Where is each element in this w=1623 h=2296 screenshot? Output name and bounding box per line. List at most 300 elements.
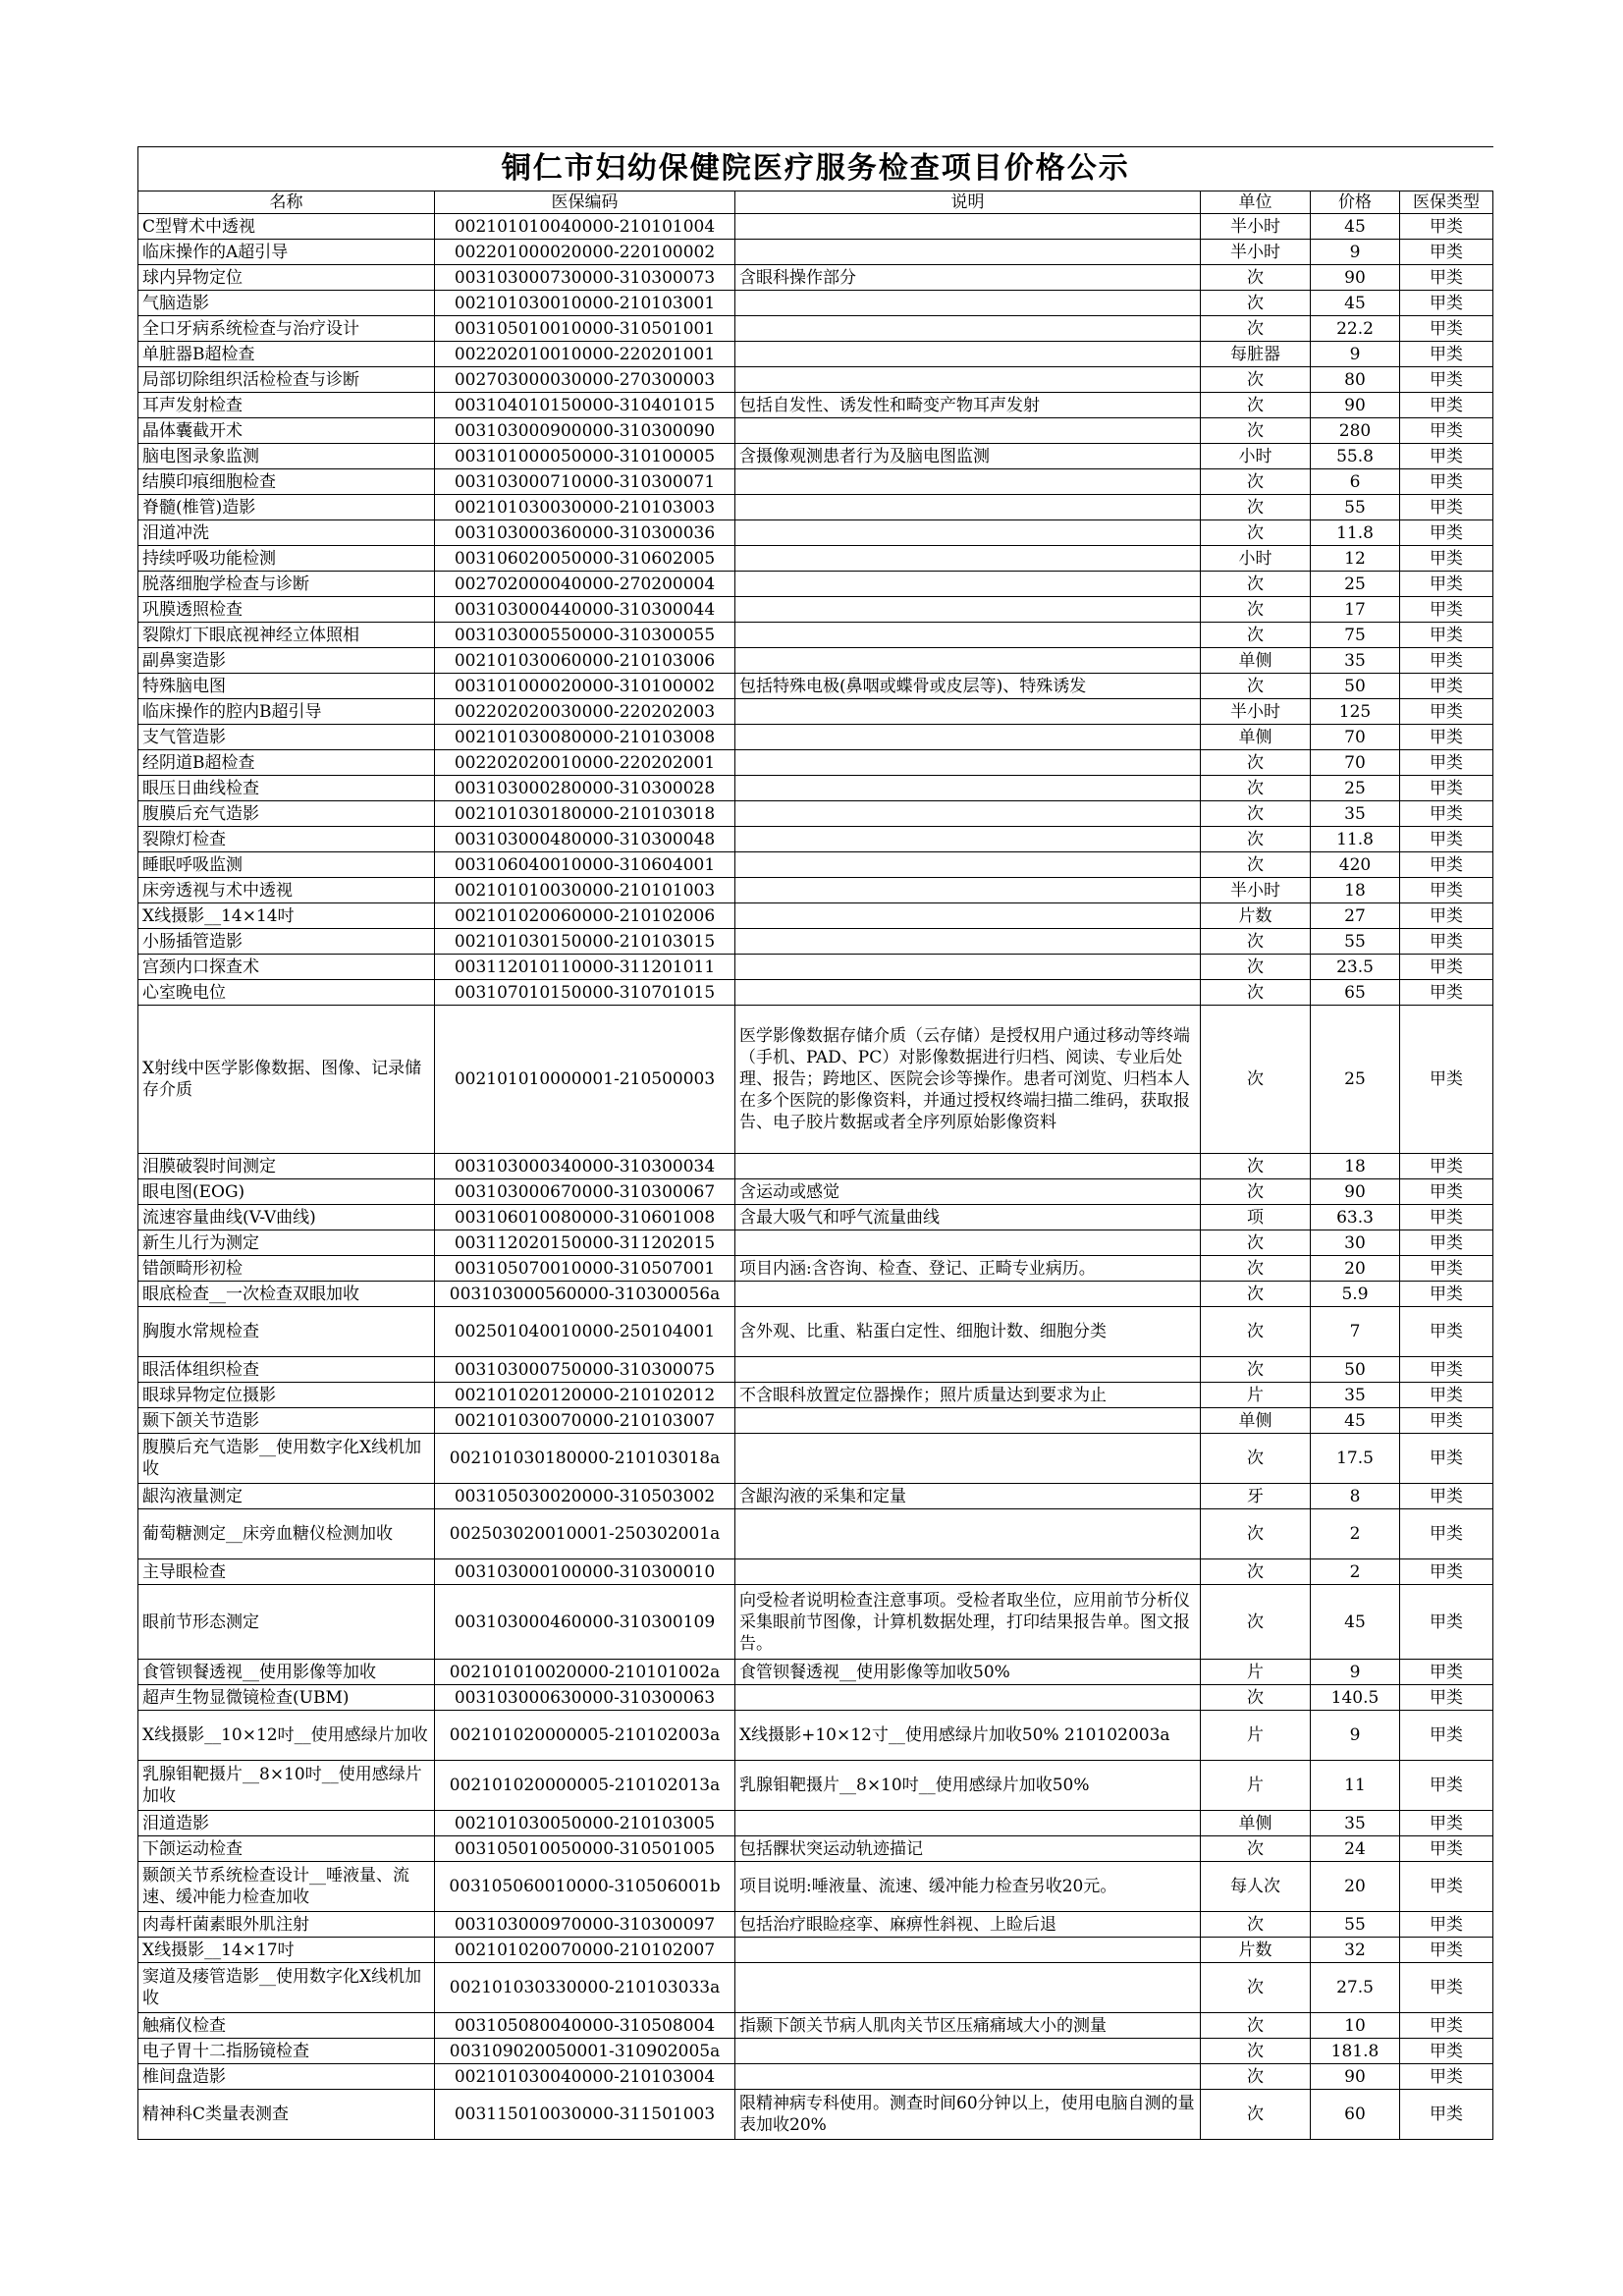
description-cell: X线摄影+10×12寸__使用感绿片加收50% 210102003a [735,1711,1201,1761]
description-cell: 含眼科操作部分 [735,265,1201,291]
description-cell [735,980,1201,1006]
item-name-cell: 心室晚电位 [138,980,435,1006]
unit-cell: 片数 [1201,903,1311,929]
insurance-code-cell: 003104010150000-310401015 [435,393,735,418]
table-row [138,801,1493,827]
table-row [138,1559,1493,1585]
item-name-cell: 耳声发射检查 [138,393,435,418]
price-cell: 35 [1311,1383,1400,1408]
table-row [138,2039,1493,2064]
unit-cell: 次 [1201,1256,1311,1282]
column-header-name: 名称 [138,191,435,214]
insurance-type-cell: 甲类 [1400,699,1493,725]
column-header-code: 医保编码 [435,191,735,214]
insurance-code-cell: 003103000970000-310300097 [435,1912,735,1938]
item-name-cell: 局部切除组织活检检查与诊断 [138,367,435,393]
price-cell: 23.5 [1311,955,1400,980]
unit-cell: 次 [1201,1357,1311,1383]
insurance-type-cell: 甲类 [1400,1711,1493,1761]
insurance-code-cell: 002101030080000-210103008 [435,725,735,750]
unit-cell: 次 [1201,316,1311,342]
unit-cell: 单侧 [1201,1408,1311,1434]
insurance-type-cell: 甲类 [1400,1205,1493,1230]
insurance-code-cell: 002503020010001-250302001a [435,1509,735,1559]
item-name-cell: 眼球异物定位摄影 [138,1383,435,1408]
description-cell [735,827,1201,852]
insurance-code-cell: 003105030020000-310503002 [435,1484,735,1509]
unit-cell: 次 [1201,980,1311,1006]
item-name-cell: 电子胃十二指肠镜检查 [138,2039,435,2064]
table-row [138,214,1493,240]
price-cell: 2 [1311,1509,1400,1559]
insurance-code-cell: 002101020060000-210102006 [435,903,735,929]
insurance-type-cell: 甲类 [1400,572,1493,597]
table-row [138,1912,1493,1938]
table-row [138,291,1493,316]
unit-cell: 次 [1201,572,1311,597]
table-row [138,1179,1493,1205]
price-cell: 55.8 [1311,444,1400,469]
price-cell: 12 [1311,546,1400,572]
price-sheet [137,146,1492,2140]
unit-cell: 次 [1201,1509,1311,1559]
description-cell [735,214,1201,240]
description-cell [735,1938,1201,1963]
insurance-code-cell: 003103000340000-310300034 [435,1154,735,1179]
item-name-cell: 临床操作的A超引导 [138,240,435,265]
table-row [138,1509,1493,1559]
insurance-code-cell: 003105080040000-310508004 [435,2013,735,2039]
insurance-code-cell: 003103000710000-310300071 [435,469,735,495]
item-name-cell: 特殊脑电图 [138,674,435,699]
item-name-cell: 气脑造影 [138,291,435,316]
price-cell: 20 [1311,1256,1400,1282]
insurance-code-cell: 002202010010000-220201001 [435,342,735,367]
unit-cell: 次 [1201,776,1311,801]
table-row [138,342,1493,367]
item-name-cell: 颞颌关节系统检查设计__唾液量、流速、缓冲能力检查加收 [138,1862,435,1912]
price-cell: 60 [1311,2090,1400,2140]
description-cell [735,852,1201,878]
table-row [138,1685,1493,1711]
price-cell: 7 [1311,1307,1400,1357]
price-cell: 70 [1311,750,1400,776]
table-row [138,1761,1493,1811]
insurance-type-cell: 甲类 [1400,1357,1493,1383]
description-cell [735,750,1201,776]
insurance-type-cell: 甲类 [1400,1230,1493,1256]
table-row [138,674,1493,699]
table-row [138,623,1493,648]
insurance-type-cell: 甲类 [1400,214,1493,240]
table-row [138,546,1493,572]
description-cell: 项目内涵:含咨询、检查、登记、正畸专业病历。 [735,1256,1201,1282]
unit-cell: 次 [1201,2039,1311,2064]
price-cell: 140.5 [1311,1685,1400,1711]
price-cell: 63.3 [1311,1205,1400,1230]
table-row [138,469,1493,495]
insurance-type-cell: 甲类 [1400,801,1493,827]
table-row [138,1484,1493,1509]
item-name-cell: 巩膜透照检查 [138,597,435,623]
price-cell: 55 [1311,1912,1400,1938]
item-name-cell: 球内异物定位 [138,265,435,291]
table-row [138,1154,1493,1179]
table-row [138,878,1493,903]
description-cell [735,1963,1201,2013]
insurance-code-cell: 003103000280000-310300028 [435,776,735,801]
insurance-code-cell: 002101030150000-210103015 [435,929,735,955]
insurance-type-cell: 甲类 [1400,1559,1493,1585]
unit-cell: 每人次 [1201,1862,1311,1912]
item-name-cell: 椎间盘造影 [138,2064,435,2090]
insurance-type-cell: 甲类 [1400,291,1493,316]
unit-cell: 次 [1201,469,1311,495]
item-name-cell: 结膜印痕细胞检查 [138,469,435,495]
page-title: 铜仁市妇幼保健院医疗服务检查项目价格公示 [138,147,1493,191]
insurance-code-cell: 003107010150000-310701015 [435,980,735,1006]
insurance-code-cell: 003109020050001-310902005a [435,2039,735,2064]
price-cell: 2 [1311,1559,1400,1585]
insurance-type-cell: 甲类 [1400,1585,1493,1660]
table-row [138,393,1493,418]
unit-cell: 次 [1201,1836,1311,1862]
insurance-type-cell: 甲类 [1400,725,1493,750]
price-cell: 125 [1311,699,1400,725]
item-name-cell: 持续呼吸功能检测 [138,546,435,572]
table-row [138,1585,1493,1660]
price-cell: 65 [1311,980,1400,1006]
insurance-type-cell: 甲类 [1400,1154,1493,1179]
insurance-code-cell: 002501040010000-250104001 [435,1307,735,1357]
description-cell [735,1408,1201,1434]
table-row [138,2064,1493,2090]
description-cell [735,725,1201,750]
item-name-cell: X射线中医学影像数据、图像、记录储存介质 [138,1006,435,1154]
item-name-cell: 胸腹水常规检查 [138,1307,435,1357]
insurance-code-cell: 002101030070000-210103007 [435,1408,735,1434]
insurance-code-cell: 003103000900000-310300090 [435,418,735,444]
unit-cell: 次 [1201,1307,1311,1357]
insurance-type-cell: 甲类 [1400,546,1493,572]
item-name-cell: 泪道造影 [138,1811,435,1836]
insurance-code-cell: 002101020120000-210102012 [435,1383,735,1408]
table-row [138,1711,1493,1761]
table-row [138,495,1493,520]
insurance-code-cell: 003103000460000-310300109 [435,1585,735,1660]
description-cell: 包括髁状突运动轨迹描记 [735,1836,1201,1862]
insurance-type-cell: 甲类 [1400,2090,1493,2140]
insurance-code-cell: 003112020150000-311202015 [435,1230,735,1256]
unit-cell: 片数 [1201,1938,1311,1963]
price-cell: 18 [1311,1154,1400,1179]
unit-cell: 片 [1201,1711,1311,1761]
insurance-code-cell: 002101030180000-210103018 [435,801,735,827]
description-cell [735,1230,1201,1256]
insurance-type-cell: 甲类 [1400,2064,1493,2090]
unit-cell: 小时 [1201,546,1311,572]
item-name-cell: 流速容量曲线(V-V曲线) [138,1205,435,1230]
insurance-type-cell: 甲类 [1400,1307,1493,1357]
price-cell: 27.5 [1311,1963,1400,2013]
table-row [138,1408,1493,1434]
insurance-code-cell: 003103000730000-310300073 [435,265,735,291]
table-row [138,1256,1493,1282]
price-cell: 9 [1311,1711,1400,1761]
insurance-code-cell: 003101000020000-310100002 [435,674,735,699]
unit-cell: 片 [1201,1383,1311,1408]
insurance-code-cell: 003103000560000-310300056a [435,1282,735,1307]
description-cell [735,342,1201,367]
price-cell: 75 [1311,623,1400,648]
insurance-code-cell: 002101010020000-210101002a [435,1660,735,1685]
item-name-cell: 脊髓(椎管)造影 [138,495,435,520]
item-name-cell: 宫颈内口探查术 [138,955,435,980]
item-name-cell: 副鼻窦造影 [138,648,435,674]
item-name-cell: 脑电图录象监测 [138,444,435,469]
item-name-cell: 睡眠呼吸监测 [138,852,435,878]
description-cell [735,1559,1201,1585]
unit-cell: 项 [1201,1205,1311,1230]
item-name-cell: 泪膜破裂时间测定 [138,1154,435,1179]
insurance-type-cell: 甲类 [1400,929,1493,955]
price-cell: 50 [1311,1357,1400,1383]
unit-cell: 单侧 [1201,725,1311,750]
price-cell: 70 [1311,725,1400,750]
description-cell [735,291,1201,316]
description-cell [735,572,1201,597]
item-name-cell: 脱落细胞学检查与诊断 [138,572,435,597]
price-cell: 90 [1311,2064,1400,2090]
price-cell: 9 [1311,240,1400,265]
description-cell: 含外观、比重、粘蛋白定性、细胞计数、细胞分类 [735,1307,1201,1357]
insurance-type-cell: 甲类 [1400,903,1493,929]
insurance-type-cell: 甲类 [1400,1408,1493,1434]
description-cell [735,648,1201,674]
table-row [138,418,1493,444]
unit-cell: 次 [1201,2090,1311,2140]
column-header-price: 价格 [1311,191,1400,214]
item-name-cell: 临床操作的腔内B超引导 [138,699,435,725]
item-name-cell: 眼底检查__一次检查双眼加收 [138,1282,435,1307]
unit-cell: 次 [1201,1434,1311,1484]
insurance-code-cell: 002101010000001-210500003 [435,1006,735,1154]
table-row [138,2090,1493,2140]
price-cell: 25 [1311,572,1400,597]
column-header-unit: 单位 [1201,191,1311,214]
price-cell: 420 [1311,852,1400,878]
insurance-type-cell: 甲类 [1400,495,1493,520]
unit-cell: 次 [1201,393,1311,418]
price-cell: 90 [1311,393,1400,418]
unit-cell: 半小时 [1201,878,1311,903]
price-cell: 17.5 [1311,1434,1400,1484]
header-row [138,191,1493,214]
description-cell [735,903,1201,929]
table-row [138,699,1493,725]
price-cell: 8 [1311,1484,1400,1509]
price-cell: 181.8 [1311,2039,1400,2064]
item-name-cell: 主导眼检查 [138,1559,435,1585]
description-cell: 指颞下颌关节病人肌肉关节区压痛痛域大小的测量 [735,2013,1201,2039]
table-row [138,2013,1493,2039]
insurance-code-cell: 003105010010000-310501001 [435,316,735,342]
price-cell: 45 [1311,291,1400,316]
insurance-code-cell: 003115010030000-311501003 [435,2090,735,2140]
item-name-cell: X线摄影__10×12吋__使用感绿片加收 [138,1711,435,1761]
insurance-type-cell: 甲类 [1400,1006,1493,1154]
price-cell: 5.9 [1311,1282,1400,1307]
unit-cell: 次 [1201,1230,1311,1256]
description-cell [735,367,1201,393]
insurance-type-cell: 甲类 [1400,520,1493,546]
insurance-code-cell: 003112010110000-311201011 [435,955,735,980]
price-cell: 27 [1311,903,1400,929]
unit-cell: 半小时 [1201,214,1311,240]
insurance-type-cell: 甲类 [1400,2039,1493,2064]
table-row [138,929,1493,955]
price-cell: 280 [1311,418,1400,444]
insurance-type-cell: 甲类 [1400,1434,1493,1484]
insurance-code-cell: 002703000030000-270300003 [435,367,735,393]
item-name-cell: 窦道及瘘管造影__使用数字化X线机加收 [138,1963,435,2013]
price-cell: 35 [1311,801,1400,827]
price-cell: 9 [1311,342,1400,367]
insurance-type-cell: 甲类 [1400,2013,1493,2039]
description-cell [735,418,1201,444]
item-name-cell: 泪道冲洗 [138,520,435,546]
insurance-type-cell: 甲类 [1400,1811,1493,1836]
unit-cell: 次 [1201,674,1311,699]
price-cell: 45 [1311,214,1400,240]
price-cell: 24 [1311,1836,1400,1862]
insurance-type-cell: 甲类 [1400,469,1493,495]
description-cell: 限精神病专科使用。测查时间60分钟以上，使用电脑自测的量表加收20% [735,2090,1201,2140]
table-row [138,1434,1493,1484]
description-cell: 乳腺钼靶摄片__8×10吋__使用感绿片加收50% [735,1761,1201,1811]
item-name-cell: 晶体囊截开术 [138,418,435,444]
unit-cell: 次 [1201,1006,1311,1154]
unit-cell: 次 [1201,1585,1311,1660]
insurance-type-cell: 甲类 [1400,1862,1493,1912]
description-cell [735,1154,1201,1179]
unit-cell: 次 [1201,1912,1311,1938]
table-row [138,750,1493,776]
insurance-code-cell: 002101030050000-210103005 [435,1811,735,1836]
unit-cell: 次 [1201,1559,1311,1585]
item-name-cell: 触痛仪检查 [138,2013,435,2039]
table-row [138,367,1493,393]
unit-cell: 每脏器 [1201,342,1311,367]
item-name-cell: 眼压日曲线检查 [138,776,435,801]
unit-cell: 次 [1201,1685,1311,1711]
insurance-code-cell: 003103000100000-310300010 [435,1559,735,1585]
description-cell: 含运动或感觉 [735,1179,1201,1205]
item-name-cell: 腹膜后充气造影__使用数字化X线机加收 [138,1434,435,1484]
unit-cell: 次 [1201,750,1311,776]
table-row [138,725,1493,750]
table-row [138,980,1493,1006]
table-row [138,827,1493,852]
price-cell: 6 [1311,469,1400,495]
table-row [138,1811,1493,1836]
insurance-type-cell: 甲类 [1400,1509,1493,1559]
unit-cell: 次 [1201,1963,1311,2013]
insurance-type-cell: 甲类 [1400,980,1493,1006]
price-cell: 32 [1311,1938,1400,1963]
description-cell [735,955,1201,980]
price-cell: 35 [1311,1811,1400,1836]
item-name-cell: 超声生物显微镜检查(UBM) [138,1685,435,1711]
table-row [138,1938,1493,1963]
item-name-cell: 颞下颌关节造影 [138,1408,435,1434]
item-name-cell: 经阴道B超检查 [138,750,435,776]
unit-cell: 次 [1201,955,1311,980]
description-cell [735,495,1201,520]
price-cell: 30 [1311,1230,1400,1256]
unit-cell: 次 [1201,2013,1311,2039]
price-cell: 9 [1311,1660,1400,1685]
insurance-code-cell: 002101030030000-210103003 [435,495,735,520]
insurance-code-cell: 003106040010000-310604001 [435,852,735,878]
unit-cell: 次 [1201,1282,1311,1307]
description-cell [735,1509,1201,1559]
item-name-cell: 小肠插管造影 [138,929,435,955]
insurance-type-cell: 甲类 [1400,1282,1493,1307]
item-name-cell: 眼活体组织检查 [138,1357,435,1383]
insurance-type-cell: 甲类 [1400,1938,1493,1963]
price-table [137,146,1493,2140]
table-row [138,903,1493,929]
insurance-code-cell: 003103000750000-310300075 [435,1357,735,1383]
insurance-type-cell: 甲类 [1400,1836,1493,1862]
description-cell [735,316,1201,342]
column-header-insurance-type: 医保类型 [1400,191,1493,214]
item-name-cell: 肉毒杆菌素眼外肌注射 [138,1912,435,1938]
table-row [138,1357,1493,1383]
unit-cell: 次 [1201,1179,1311,1205]
insurance-code-cell: 002101020000005-210102013a [435,1761,735,1811]
description-cell [735,2064,1201,2090]
insurance-type-cell: 甲类 [1400,1179,1493,1205]
item-name-cell: 新生儿行为测定 [138,1230,435,1256]
insurance-code-cell: 003101000050000-310100005 [435,444,735,469]
price-cell: 90 [1311,1179,1400,1205]
unit-cell: 次 [1201,1154,1311,1179]
insurance-code-cell: 003106020050000-310602005 [435,546,735,572]
description-cell [735,1685,1201,1711]
unit-cell: 单侧 [1201,1811,1311,1836]
item-name-cell: X线摄影__14×14吋 [138,903,435,929]
description-cell: 包括自发性、诱发性和畸变产物耳声发射 [735,393,1201,418]
item-name-cell: 床旁透视与术中透视 [138,878,435,903]
insurance-code-cell: 002101030180000-210103018a [435,1434,735,1484]
insurance-type-cell: 甲类 [1400,393,1493,418]
description-cell: 向受检者说明检查注意事项。受检者取坐位，应用前节分析仪采集眼前节图像，计算机数据处理，打印结果报告单。图文报告。 [735,1585,1201,1660]
description-cell [735,1811,1201,1836]
insurance-type-cell: 甲类 [1400,1685,1493,1711]
insurance-code-cell: 002101030060000-210103006 [435,648,735,674]
unit-cell: 次 [1201,495,1311,520]
insurance-code-cell: 003103000480000-310300048 [435,827,735,852]
unit-cell: 次 [1201,597,1311,623]
item-name-cell: 错颌畸形初检 [138,1256,435,1282]
item-name-cell: C型臂术中透视 [138,214,435,240]
price-cell: 17 [1311,597,1400,623]
item-name-cell: 下颌运动检查 [138,1836,435,1862]
price-cell: 80 [1311,367,1400,393]
description-cell [735,240,1201,265]
